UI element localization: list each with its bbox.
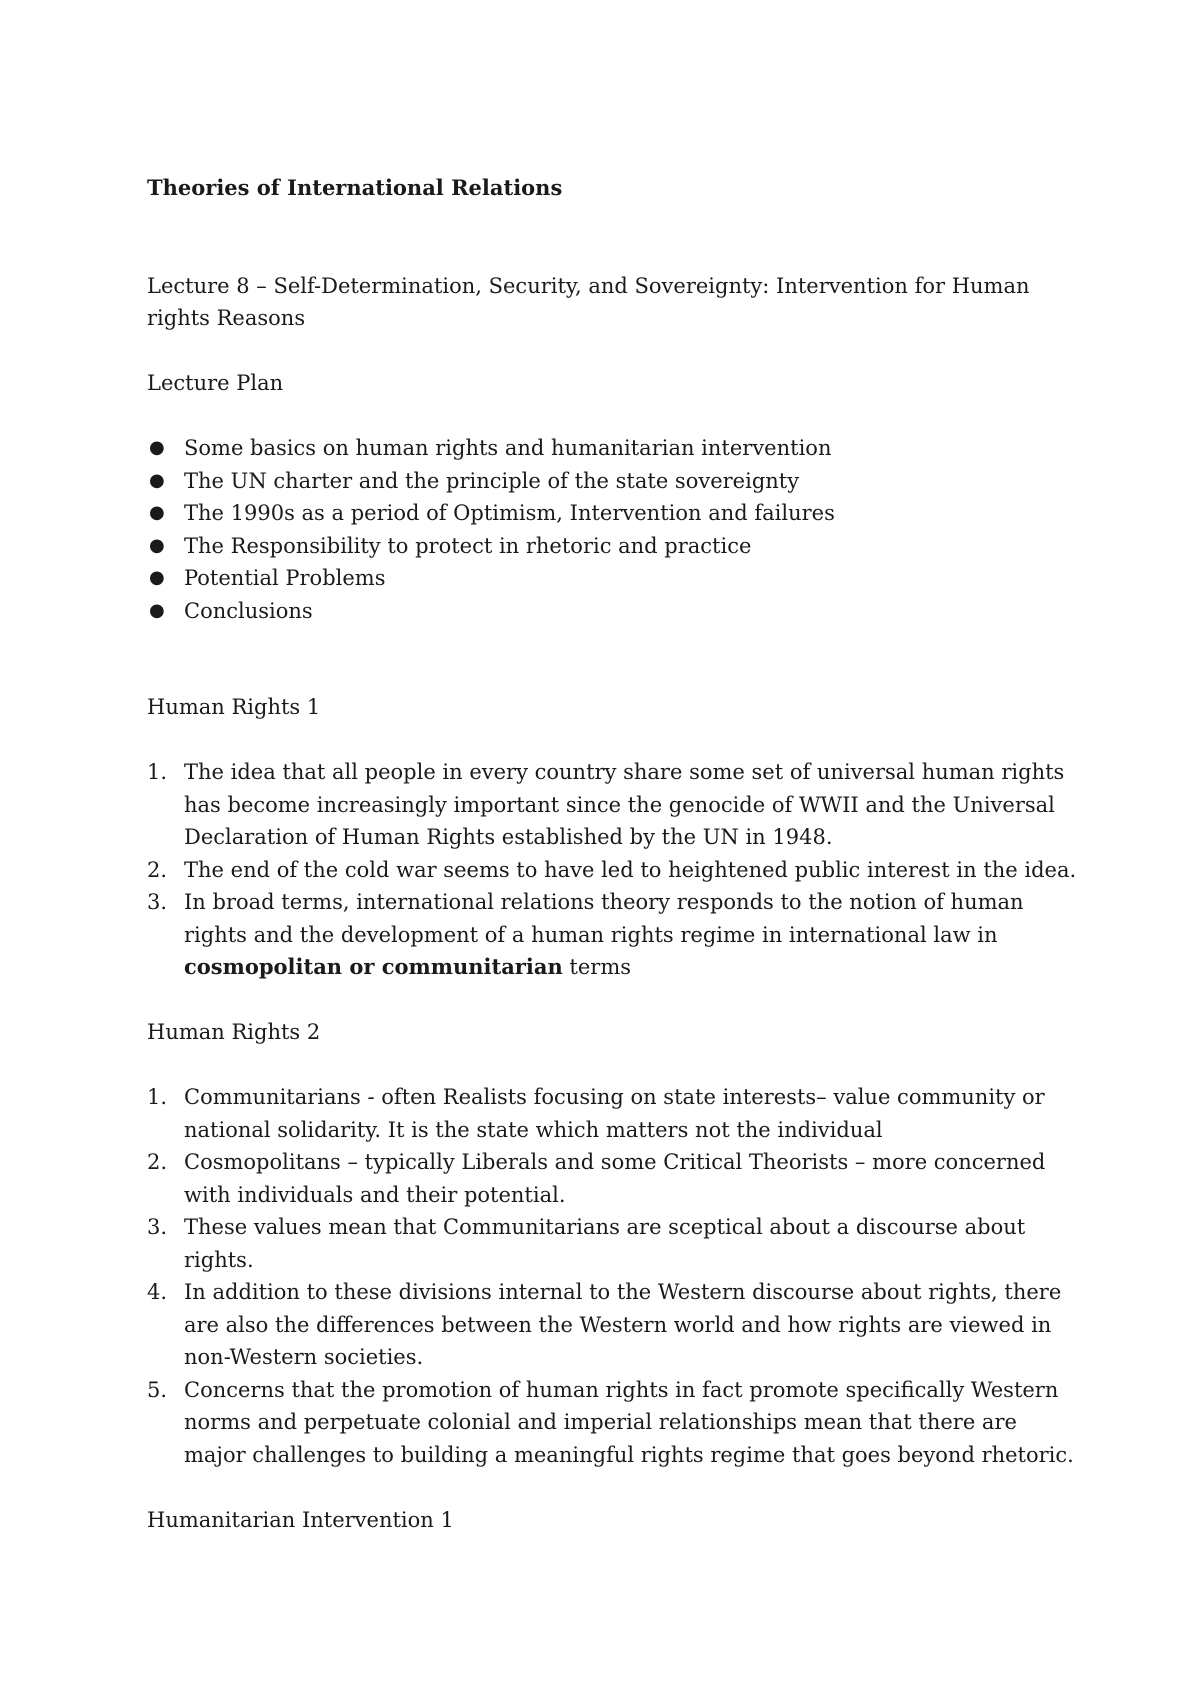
list-item: 1. The idea that all people in every country share some set of universal human rights has become increasingly important since the genocide of WWII and the Universal Declaration of Human Rights established by the UN in 1948.: [147, 760, 1065, 849]
list-item: ● Conclusions: [147, 595, 1077, 628]
list-item: 5. Concerns that the promotion of human rights in fact promote specifically Western norms and perpetuate colonial and imperial relationships mean that there are major challenges to building a meaningful rights regime that goes beyond rhetoric.: [147, 1377, 1074, 1467]
bullet-icon: ●: [149, 437, 165, 458]
bullet-icon: ●: [149, 502, 165, 523]
lecture-heading: Lecture 8 – Self-Determination, Security, and Sovereignty: Intervention for Human rights Reasons: [147, 273, 1030, 330]
bold-emphasis: cosmopolitan or communitarian: [184, 954, 563, 979]
list-item: ● The Responsibility to protect in rhetoric and practice: [147, 530, 1077, 563]
bullet-icon: ●: [149, 599, 165, 621]
list-item: ● The 1990s as a period of Optimism, Intervention and failures: [147, 497, 1077, 530]
list-item: 2. Cosmopolitans – typically Liberals and some Critical Theorists – more concerned with individuals and their potential.: [147, 1150, 1046, 1207]
human-rights-1-list: [147, 756, 1077, 984]
bullet-icon: ●: [149, 567, 165, 588]
list-item: 3. These values mean that Communitarians are sceptical about a discourse about rights.: [147, 1215, 1026, 1272]
human-rights-2-heading: Human Rights 2: [147, 1020, 321, 1044]
lecture-plan-list: [147, 432, 1077, 627]
human-rights-1-heading: Human Rights 1: [147, 695, 321, 719]
bullet-icon: ●: [149, 469, 165, 491]
document-body: [147, 172, 1077, 1536]
lecture-plan-heading: Lecture Plan: [147, 371, 284, 395]
list-item: ● The UN charter and the principle of the state sovereignty: [147, 465, 1077, 498]
list-item: 1. Communitarians - often Realists focusing on state interests– value community or national solidarity. It is the state which matters not the individual: [147, 1085, 1045, 1142]
humanitarian-intervention-1-heading: Humanitarian Intervention 1: [147, 1507, 454, 1532]
list-item: 2. The end of the cold war seems to have led to heightened public interest in the idea.: [147, 857, 1077, 882]
human-rights-2-list: [147, 1081, 1077, 1471]
list-item: ● Potential Problems: [147, 562, 1077, 595]
list-item: 3. In broad terms, international relations theory responds to the notion of human rights and the development of a human rights regime in international law in cosmopolitan or communitarian terms: [147, 890, 1024, 979]
list-item: ● Some basics on human rights and humanitarian intervention: [147, 432, 1077, 465]
bullet-icon: ●: [149, 534, 165, 556]
document-title: Theories of International Relations: [147, 175, 563, 200]
list-item: 4. In addition to these divisions internal to the Western discourse about rights, there are also the differences between the Western world and how rights are viewed in non-Western societies.: [147, 1280, 1062, 1369]
